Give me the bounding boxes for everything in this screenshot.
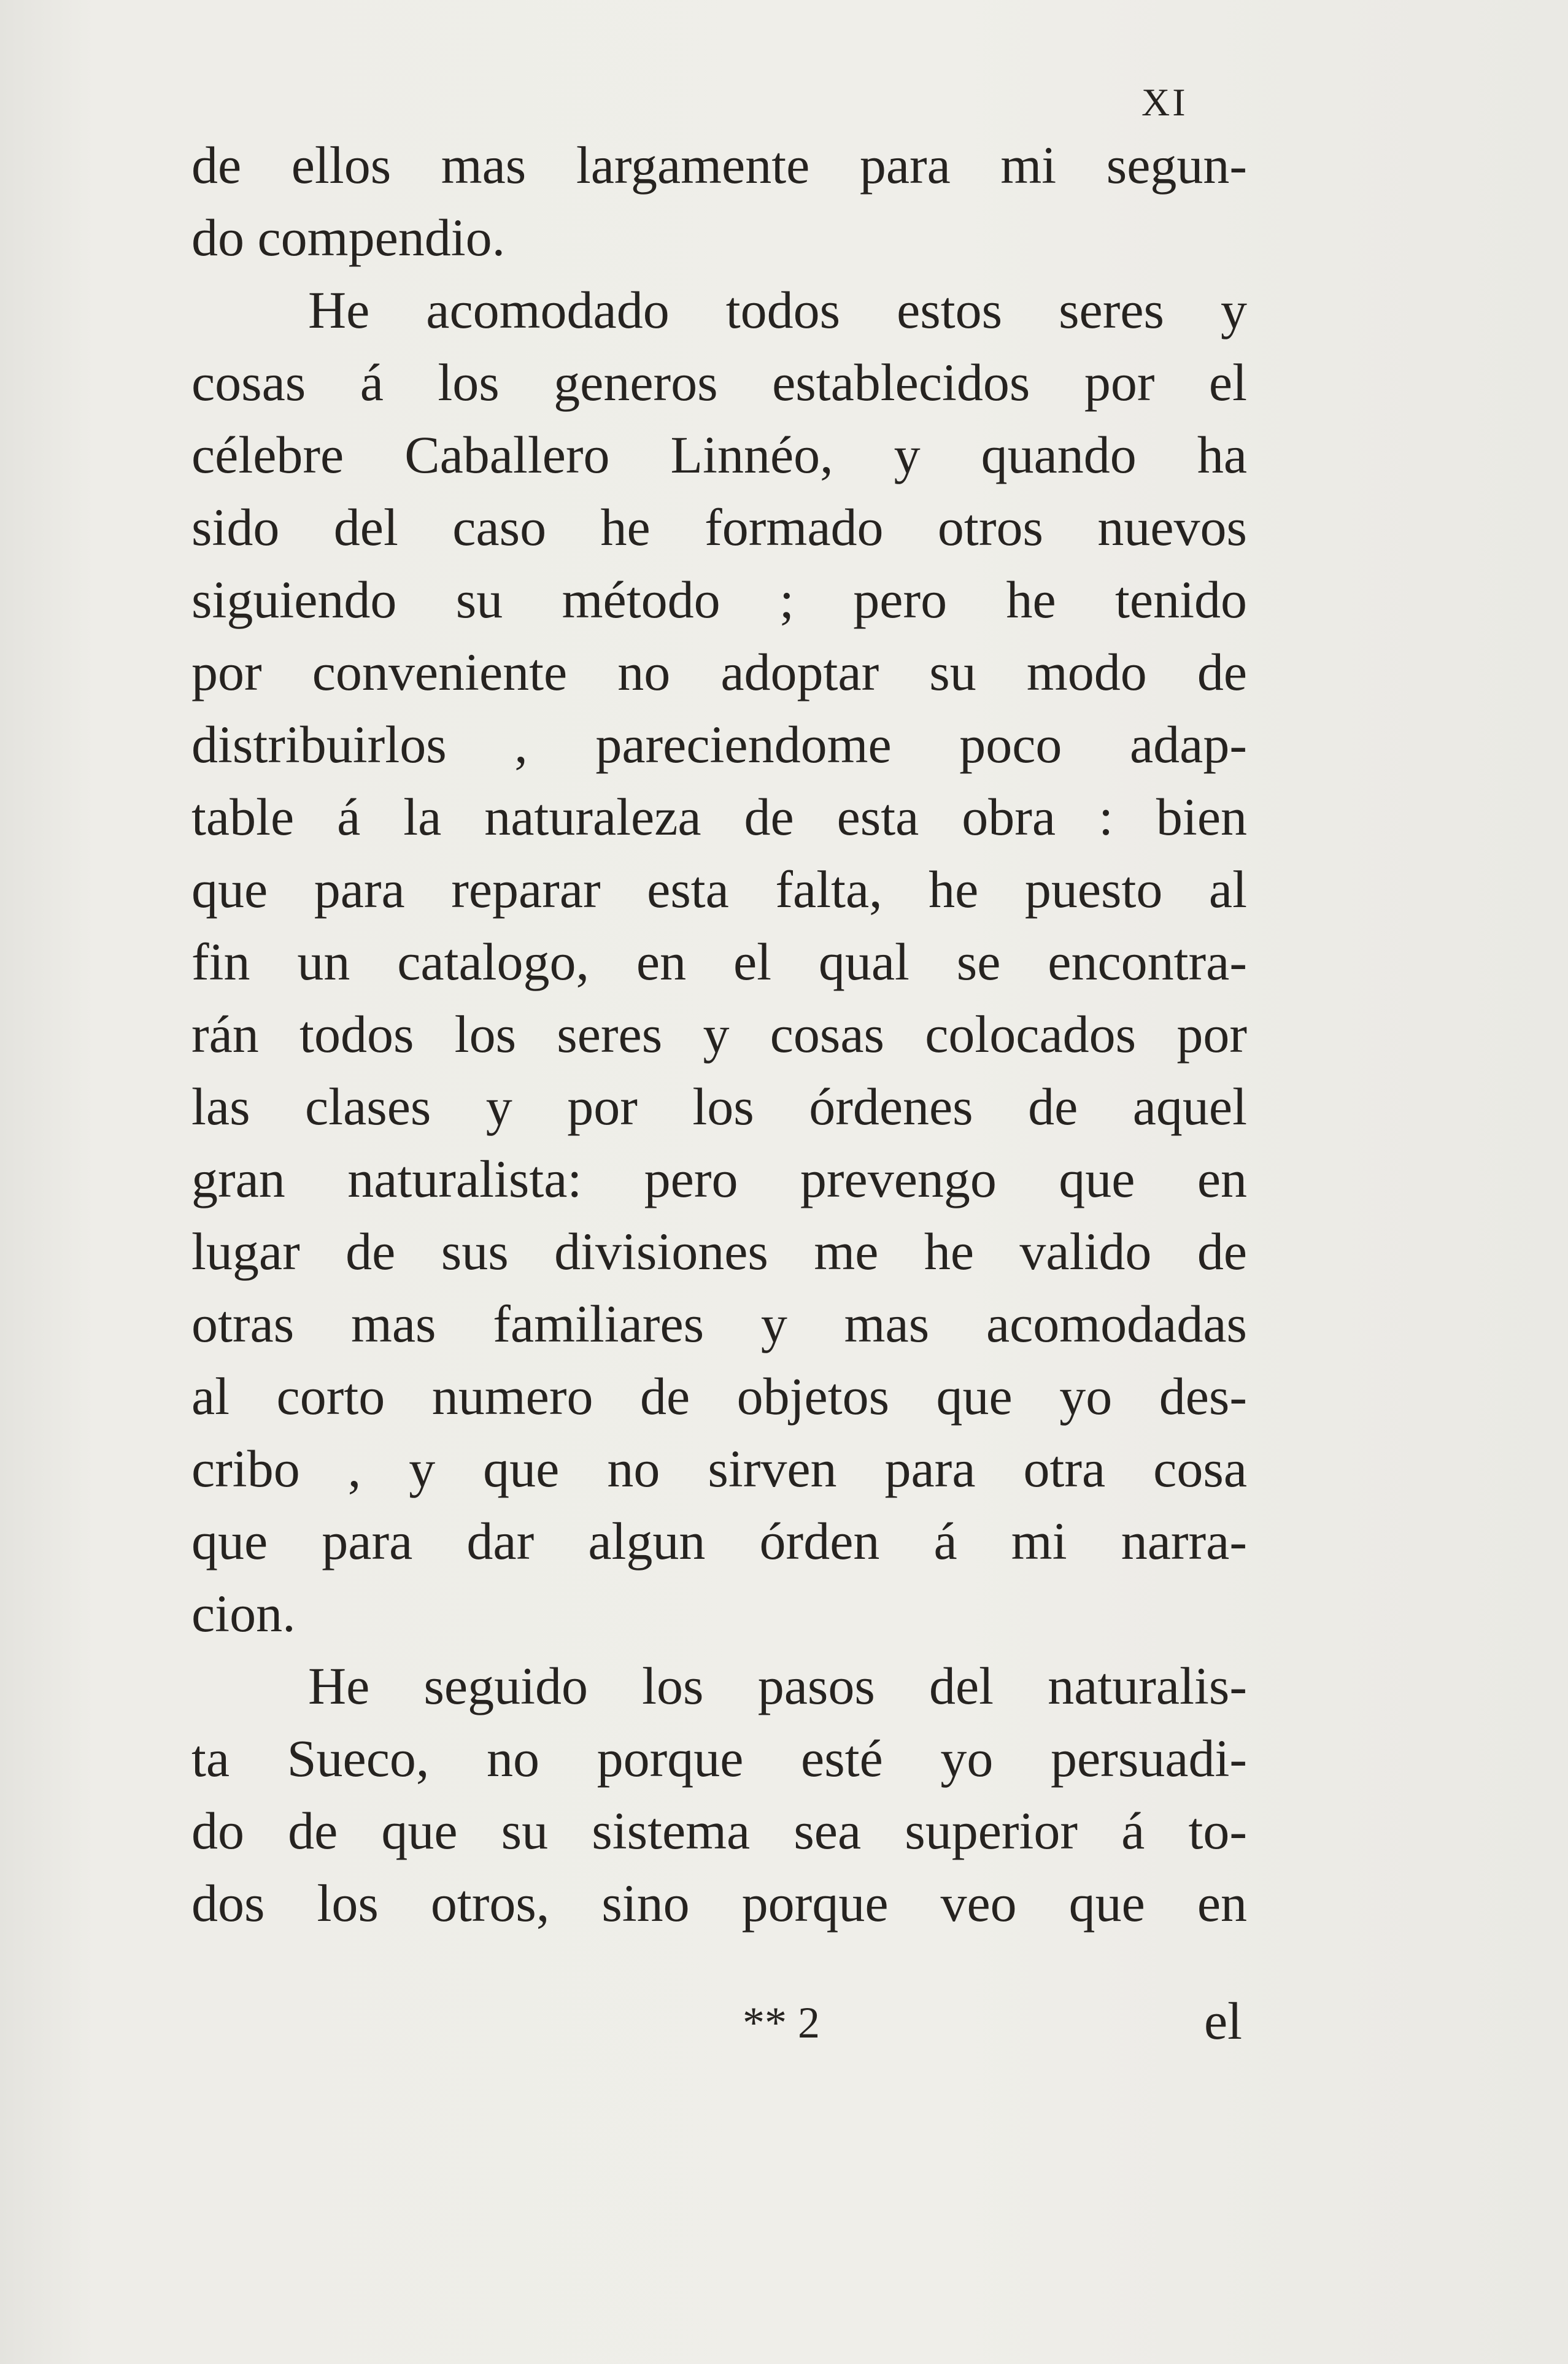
body-text [191,129,1247,1939]
page-number: XI [1141,80,1188,124]
text-line: célebre Caballero Linnéo, y quando ha [191,425,1247,484]
text-line: ta Sueco, no porque esté yo persuadi- [191,1729,1247,1788]
text-line: siguiendo su método ; pero he tenido [191,570,1247,629]
text-line: cribo , y que no sirven para otra cosa [191,1439,1247,1498]
text-line: que para reparar esta falta, he puesto al [191,860,1247,919]
text-line: gran naturalista: pero prevengo que en [191,1149,1247,1208]
text-line: sido del caso he formado otros nuevos [191,498,1247,557]
text-line: cion. [191,1584,296,1643]
text-line: table á la naturaleza de esta obra : bien [191,787,1247,846]
text-line: por conveniente no adoptar su modo de [191,643,1247,701]
text-line: rán todos los seres y cosas colocados por [191,1005,1247,1064]
text-line: do de que su sistema sea superior á to- [191,1801,1247,1860]
paragraph-first-line: He seguido los pasos del naturalis- [308,1656,1247,1715]
text-line: distribuirlos , pareciendome poco adap- [191,715,1247,774]
catchword: el [1204,1991,1243,2050]
text-line: al corto numero de objetos que yo des- [191,1367,1247,1426]
text-line: dos los otros, sino porque veo que en [191,1874,1247,1933]
text-line: de ellos mas largamente para mi segun- [191,136,1247,195]
text-line: otras mas familiares y mas acomodadas [191,1294,1247,1353]
text-line: fin un catalogo, en el qual se encontra- [191,932,1247,991]
text-line: lugar de sus divisiones me he valido de [191,1222,1247,1281]
paragraph-first-line: He acomodado todos estos seres y [308,280,1247,339]
text-line: cosas á los generos establecidos por el [191,353,1247,412]
signature-mark: ** 2 [743,1998,820,2047]
text-line: las clases y por los órdenes de aquel [191,1077,1247,1136]
text-line: do compendio. [191,208,506,267]
text-line: que para dar algun órden á mi narra- [191,1512,1247,1570]
